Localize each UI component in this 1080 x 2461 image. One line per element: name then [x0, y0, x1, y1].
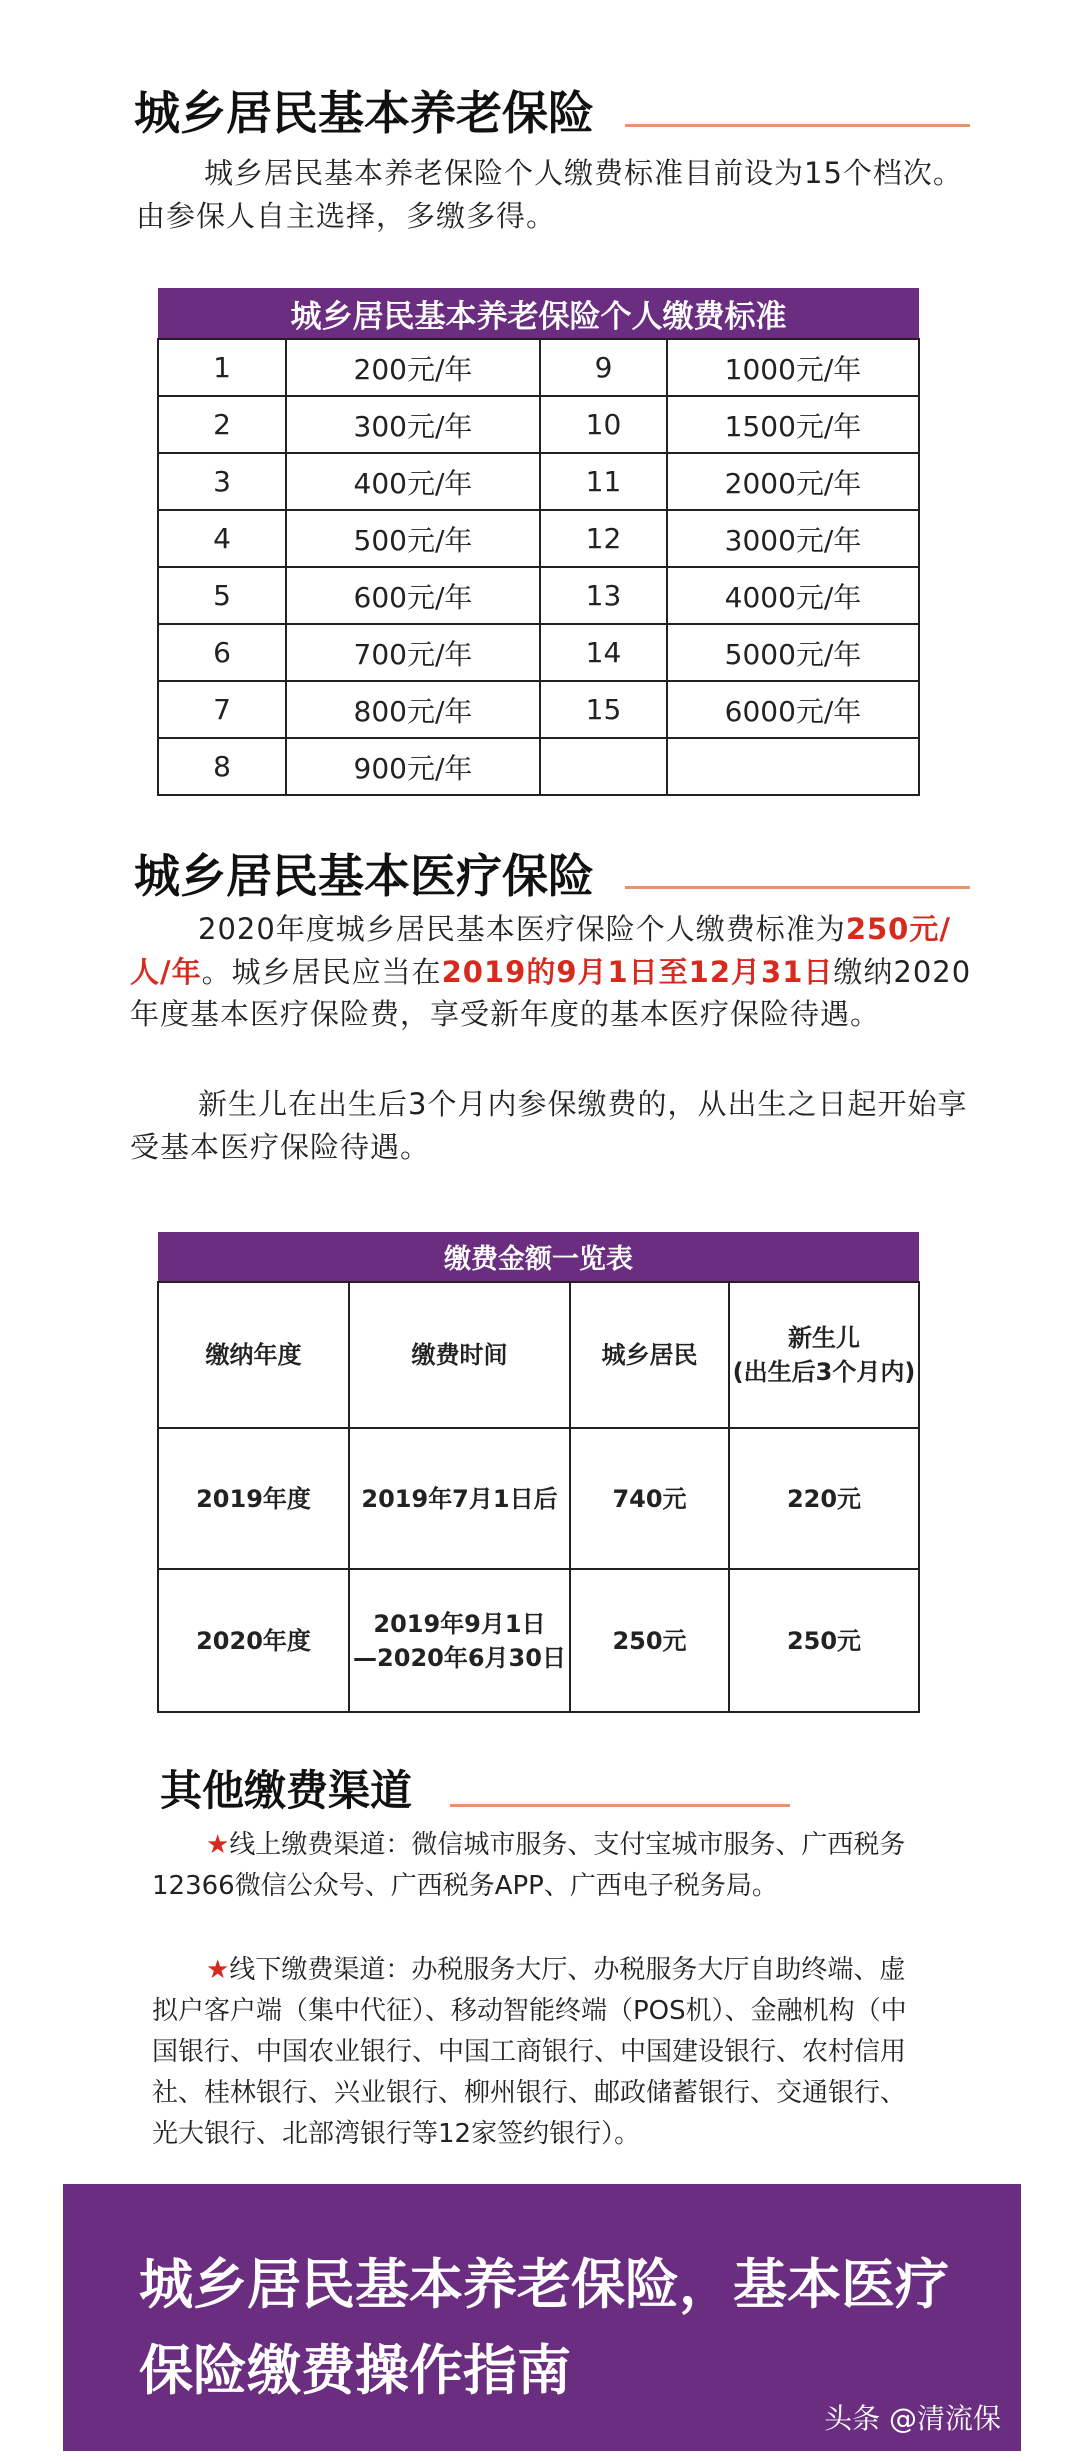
medical-paragraph-2: 新生儿在出生后3个月内参保缴费的，从出生之日起开始享受基本医疗保险待遇。 — [130, 1087, 968, 1164]
guide-banner — [63, 2184, 1021, 2451]
table-row — [158, 1428, 919, 1569]
tier-number: 9 — [540, 339, 667, 396]
medical-section-title: 城乡居民基本医疗保险 — [134, 849, 594, 903]
tier-number: 14 — [540, 624, 667, 681]
table-cell: 220元 — [729, 1428, 919, 1569]
table-row — [158, 339, 919, 396]
fee-amount: 3000元/年 — [667, 510, 919, 567]
table-cell: 2019年7月1日后 — [349, 1428, 570, 1569]
table-cell: 740元 — [570, 1428, 729, 1569]
tier-number — [540, 738, 667, 795]
table-cell: 250元 — [729, 1569, 919, 1712]
fee-amount: 400元/年 — [286, 453, 540, 510]
premium-highlight: 250元/人/年 — [130, 912, 951, 989]
tier-number: 13 — [540, 567, 667, 624]
tier-number: 3 — [158, 453, 286, 510]
text: 缴纳2020年度基本医疗保险费，享受新年度的基本医疗保险待遇。 — [130, 954, 972, 1031]
text: 2020年度城乡居民基本医疗保险个人缴费标准为 — [198, 912, 846, 946]
fee-amount: 2000元/年 — [667, 453, 919, 510]
tier-number: 8 — [158, 738, 286, 795]
table-row — [158, 510, 919, 567]
fee-amount: 300元/年 — [286, 396, 540, 453]
tier-number: 2 — [158, 396, 286, 453]
pension-standard-table — [157, 288, 920, 796]
fee-amount: 600元/年 — [286, 567, 540, 624]
pension-intro: 城乡居民基本养老保险个人缴费标准目前设为15个档次。由参保人自主选择，多缴多得。 — [136, 156, 963, 233]
fee-amount-table — [157, 1232, 920, 1713]
table-title: 缴费金额一览表 — [158, 1232, 919, 1282]
pension-section-title: 城乡居民基本养老保险 — [134, 86, 594, 140]
table-cell: 2020年度 — [158, 1569, 349, 1712]
fee-amount: 4000元/年 — [667, 567, 919, 624]
table-row — [158, 624, 919, 681]
table-row — [158, 567, 919, 624]
online-channels — [152, 1825, 912, 1907]
title-rule — [450, 1804, 790, 1807]
table-cell: 250元 — [570, 1569, 729, 1712]
watermark: 头条 @清流保 — [824, 2402, 1001, 2435]
tier-number: 4 — [158, 510, 286, 567]
table-row — [158, 738, 919, 795]
fee-amount: 1500元/年 — [667, 396, 919, 453]
text: 线上缴费渠道：微信城市服务、支付宝城市服务、广西税务12366微信公众号、广西税务APP、广西电子税务局。 — [152, 1830, 906, 1901]
tier-number: 5 — [158, 567, 286, 624]
column-header: 城乡居民 — [570, 1282, 729, 1428]
header-row — [158, 1282, 919, 1428]
fee-amount: 6000元/年 — [667, 681, 919, 738]
medical-paragraph-1 — [130, 908, 975, 1036]
table-cell: 2019年度 — [158, 1428, 349, 1569]
title-rule — [625, 886, 970, 889]
fee-amount: 1000元/年 — [667, 339, 919, 396]
table-row — [158, 681, 919, 738]
star-icon: ★ — [206, 1830, 230, 1860]
fee-amount: 200元/年 — [286, 339, 540, 396]
tier-number: 1 — [158, 339, 286, 396]
table-row — [158, 1569, 919, 1712]
table-row — [158, 453, 919, 510]
fee-amount: 500元/年 — [286, 510, 540, 567]
fee-amount: 800元/年 — [286, 681, 540, 738]
fee-amount — [667, 738, 919, 795]
table-title: 城乡居民基本养老保险个人缴费标准 — [158, 288, 919, 339]
tier-number: 10 — [540, 396, 667, 453]
fee-amount: 700元/年 — [286, 624, 540, 681]
table-row — [158, 396, 919, 453]
text: 线下缴费渠道：办税服务大厅、办税服务大厅自助终端、虚拟户客户端（集中代征）、移动智能终端（POS机）、金融机构（中国银行、中国农业银行、中国工商银行、中国建设银行、农村信用社、桂林银行、兴业银行、柳州银行、邮政储蓄银行、交通银行、光大银行、北部湾银行等12家签约银行）。 — [152, 1955, 907, 2149]
fee-amount: 900元/年 — [286, 738, 540, 795]
title-rule — [625, 124, 970, 127]
offline-channels — [152, 1950, 912, 2155]
table-cell: 2019年9月1日 —2020年6月30日 — [349, 1569, 570, 1712]
text: 。城乡居民应当在 — [201, 954, 442, 989]
channels-section-title: 其他缴费渠道 — [160, 1766, 413, 1815]
tier-number: 11 — [540, 453, 667, 510]
fee-amount: 5000元/年 — [667, 624, 919, 681]
tier-number: 15 — [540, 681, 667, 738]
column-header: 新生儿 (出生后3个月内) — [729, 1282, 919, 1428]
star-icon: ★ — [206, 1955, 230, 1985]
tier-number: 12 — [540, 510, 667, 567]
tier-number: 6 — [158, 624, 286, 681]
tier-number: 7 — [158, 681, 286, 738]
banner-title: 城乡居民基本养老保险，基本医疗保险缴费操作指南 — [139, 2253, 949, 2402]
column-header: 缴纳年度 — [158, 1282, 349, 1428]
column-header: 缴费时间 — [349, 1282, 570, 1428]
period-highlight: 2019的9月1日至12月31日 — [441, 954, 834, 989]
